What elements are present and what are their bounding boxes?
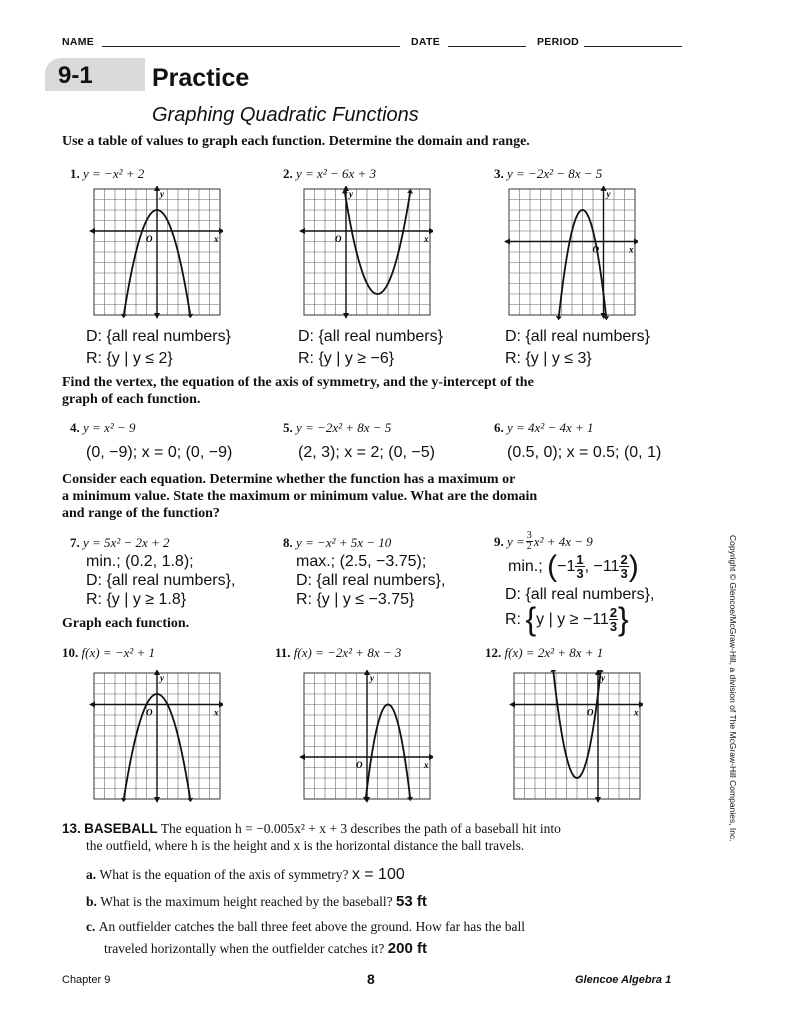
copyright-notice: Copyright © Glencoe/McGraw-Hill, a division of The McGraw-Hill Companies, Inc. [728,535,738,842]
graph-1 [88,186,223,322]
problem-13-text-line2: the outfield, where h is the height and x is the horizontal distance the ball travels. [86,838,525,853]
instruction-2-line2: graph of each function. [62,392,201,407]
question-13c: c. An outfielder catches the ball three feet above the ground. How far has the ball [86,919,525,934]
x-axis-arrow [299,228,305,234]
equation: y = x² − 6x + 3 [296,166,377,181]
y-axis-label: y [160,189,164,199]
name-label: NAME [62,36,95,48]
answer-2-domain: D: {all real numbers} [298,328,443,345]
origin-label: O [335,234,342,244]
page-number: 8 [367,971,375,987]
origin-label: O [587,707,594,718]
problem-3 [494,166,602,182]
equation: y = −x² + 5x − 10 [296,535,392,550]
problem-number: 6. [494,420,504,435]
answer-3-domain: D: {all real numbers} [505,328,650,345]
fraction: 1 3 [576,552,584,581]
instruction-2-line1: Find the vertex, the equation of the axis of symmetry, and the y-intercept of the [62,375,534,390]
lesson-number: 9-1 [58,62,93,89]
problem-number: 5. [283,420,293,435]
page-subtitle: Graphing Quadratic Functions [152,104,419,126]
curve-arrow-right [187,798,193,802]
problem-heading: BASEBALL [84,821,158,836]
answer-7-extremum: min.; (0.2, 1.8); [86,553,194,570]
y-axis-arrow [343,313,349,319]
answer-1-range: R: {y | y ≤ 2} [86,350,173,367]
brace-close: } [618,601,629,637]
x-axis-label: x [214,707,219,718]
answer-9-extremum: min.; ( −1 1 3 , −11 2 3 ) [508,550,639,583]
answer-6: (0.5, 0); x = 0.5; (0, 1) [507,444,662,461]
equation: y = −x² + 2 [83,166,145,181]
equation-prefix: y = [507,533,525,549]
problem-number: 11. [275,645,291,660]
x-axis-arrow [504,239,510,245]
equation-suffix: x² + 4x − 9 [533,533,593,549]
answer-13b: 53 ft [396,893,427,910]
problem-1 [70,166,144,182]
problem-number: 4. [70,420,80,435]
x-axis-arrow [509,702,515,708]
x-axis-label: x [214,234,219,244]
curve-arrow-left [121,798,127,802]
answer-8-extremum: max.; (2.5, −3.75); [296,553,427,570]
instruction-3-line2: a minimum value. State the maximum or minimum value. What are the domain [62,489,538,504]
period-label: PERIOD [537,36,580,48]
problem-number: 7. [70,535,80,550]
problem-number: 12. [485,645,502,660]
answer-1-domain: D: {all real numbers} [86,328,231,345]
graph-2 [298,186,433,322]
paren-open: ( [547,550,558,583]
equation-fraction: $\frac{3}{2}$ [526,530,532,552]
y-axis-label: y [160,673,164,683]
problem-5 [283,420,391,436]
origin-label: O [146,234,153,244]
fraction: 2 3 [609,605,618,634]
x-axis-arrow [639,702,643,708]
answer-7-domain: D: {all real numbers}, [86,572,236,589]
problem-4 [70,420,135,436]
answer-9-range: R: { y | y ≥ −11 2 3 } [505,601,629,637]
instruction-1: Use a table of values to graph each function. Determine the domain and range. [62,134,530,149]
date-label: DATE [411,36,441,48]
x-axis-label: x [424,760,429,770]
equation: f(x) = −2x² + 8x − 3 [293,645,402,660]
equation: y = 4x² − 4x + 1 [507,420,594,435]
origin-label: O [356,760,363,770]
problem-number: 10. [62,645,79,660]
graph-3 [503,186,638,322]
curve-arrow-left [556,316,562,320]
problem-number: 9. [494,533,504,549]
graph-10 [88,670,223,806]
problem-text: The equation h = −0.005x² + x + 3 describes the path of a baseball hit into [160,821,561,836]
x-axis-arrow [634,239,638,245]
date-line[interactable] [448,46,526,47]
x-axis-arrow [89,228,95,234]
brace-open: { [525,601,537,637]
graph-11 [298,670,433,806]
footer-chapter: Chapter 9 [62,974,111,986]
x-axis-label: x [634,707,639,718]
problem-10 [62,645,155,661]
question-13c-line2: traveled horizontally when the outfielder catches it? 200 ft [104,940,427,957]
question-13b: b. What is the maximum height reached by the baseball? 53 ft [86,893,427,910]
fraction: 2 3 [620,552,628,581]
answer-13c: 200 ft [387,940,427,957]
question-13a: a. What is the equation of the axis of symmetry? x = 100 [86,866,405,883]
problem-12 [485,645,603,661]
problem-6 [494,420,594,436]
footer-book: Glencoe Algebra 1 [575,974,672,986]
y-axis-label: y [606,189,611,199]
equation: f(x) = −x² + 1 [81,645,156,660]
origin-label: O [592,244,599,255]
y-axis-arrow [154,313,160,319]
problem-number: 3. [494,166,504,181]
x-axis-arrow [219,702,223,708]
y-axis-label: y [370,673,374,683]
instruction-3-line1: Consider each equation. Determine whether the function has a maximum or [62,472,516,487]
problem-number: 13. [62,821,81,836]
answer-3-range: R: {y | y ≤ 3} [505,350,592,367]
equation: y = −2x² + 8x − 5 [296,420,392,435]
x-axis-arrow [429,754,433,760]
equation: y = −2x² − 8x − 5 [507,166,603,181]
page-title: Practice [152,64,250,92]
answer-8-domain: D: {all real numbers}, [296,572,446,589]
x-axis-arrow [299,754,305,760]
paren-close: ) [628,550,639,583]
origin-label: O [146,707,153,718]
problem-9 [494,531,593,552]
problem-number: 8. [283,535,293,550]
equation: y = x² − 9 [83,420,136,435]
curve-arrow-left [121,314,127,318]
instruction-4: Graph each function. [62,616,190,631]
problem-number: 2. [283,166,293,181]
y-axis-arrow [595,797,601,803]
y-axis-arrow [154,797,160,803]
x-axis-label: x [629,244,634,255]
x-axis-arrow [89,702,95,708]
equation: y = 5x² − 2x + 2 [83,535,170,550]
y-axis-label: y [349,189,353,199]
y-axis-label: y [601,673,605,683]
problem-11 [275,645,401,661]
answer-2-range: R: {y | y ≥ −6} [298,350,395,367]
answer-5: (2, 3); x = 2; (0, −5) [298,444,435,461]
graph-12 [508,670,643,806]
answer-4: (0, −9); x = 0; (0, −9) [86,444,233,461]
curve-arrow-right [187,314,193,318]
answer-9-domain: D: {all real numbers}, [505,586,655,603]
problem-13 [62,821,561,837]
x-axis-label: x [424,234,429,244]
curve-arrow-right [603,316,609,320]
curve-arrow-right [407,189,413,193]
x-axis-arrow [219,228,223,234]
problem-number: 1. [70,166,80,181]
name-line[interactable] [102,46,400,47]
problem-7 [70,535,170,551]
answer-7-range: R: {y | y ≥ 1.8} [86,591,187,608]
problem-2 [283,166,376,182]
problem-8 [283,535,391,551]
instruction-3-line3: and range of the function? [62,506,220,521]
answer-8-range: R: {y | y ≤ −3.75} [296,591,415,608]
answer-13a: x = 100 [351,866,405,883]
equation: f(x) = 2x² + 8x + 1 [504,645,604,660]
period-line[interactable] [584,46,682,47]
x-axis-arrow [429,228,433,234]
